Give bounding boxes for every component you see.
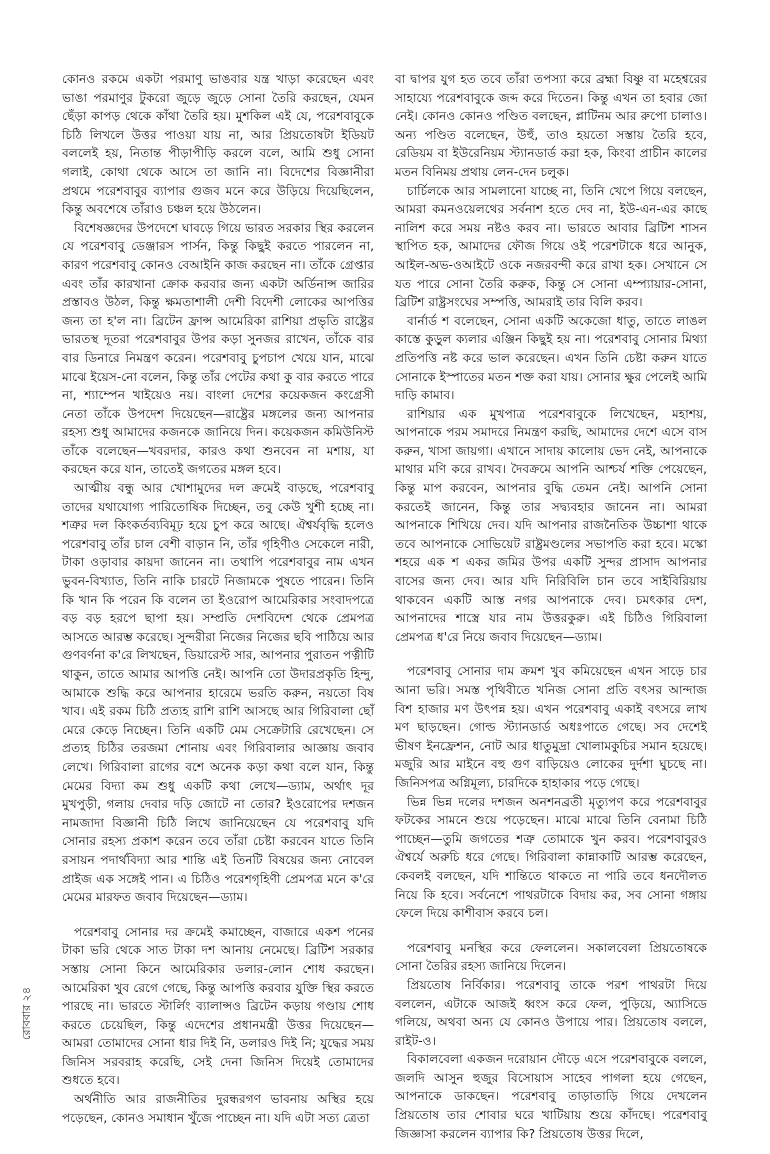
right-text-column [395, 70, 707, 1141]
paragraph: অর্থনীতি আর রাজনীতির দুরন্ধরগণ ভাবনায় অস্থির হয়ে পড়েছেন, কোনও সমাধান খুঁজে পাচ্ছেন না। যদি এটা সত্য ত্রেতা [62, 1092, 374, 1125]
paragraph: আত্মীয় বন্ধু আর খোশামুদের দল ক্রমেই বাড়ছে, পরেশবাবু তাদের যথাযোগ্য পারিতোষিক দিচ্ছেন, তবু কেউ খুশী হচ্ছে না। শত্রুর দল কিংকর্তব্যবিমূঢ় হয়ে চুপ করে আছে। ঐশ্বর্যবৃদ্ধি হলেও পরেশবাবু তাঁর চাল বেশী বাড়ান নি, তাঁর গৃহিণীও সেকেলে নারী, টাকা ওড়াবার কায়দা জানেন না। তথাপি পরেশবাবুর নাম এখন ভুবন-বিখ্যাত, তিনি নাকি চারটে নিজামকে পুষতে পারেন। তিনি কি খান কি পরেন কি বলেন তা ইওরোপ আমেরিকার সংবাদপত্রে বড় বড় হরপে ছাপা হয়। সম্প্রতি দেশবিদেশ থেকে প্রেমপত্র আসতে আরম্ভ করেছে। সুন্দরীরা নিজের নিজের ছবি পাঠিয়ে আর গুণবর্ণনা ক'রে লিখছেন, ডিয়ারেস্ট সার, আপনার পুরাতন পত্নীটি থাকুন, তাতে আমার আপত্তি নেই। আপনি তো উদারপ্রকৃতি হিন্দু, আমাকে শুদ্ধি করে আপনার হারেমে ভরতি করুন, নয়তো বিষ খাব। এই রকম চিঠি প্রত্যহ রাশি রাশি আসছে আর গিরিবালা ছোঁ মেরে কেড়ে নিচ্ছেন। তিনি একটি মেম সেক্রেটারি রেখেছেন। সে প্রত্যহ চিঠির তরজমা শোনায় এবং গিরিবালার আজ্ঞায় জবাব লেখে। গিরিবালা রাগের বশে অনেক কড়া কথা বলে যান, কিন্তু মেমের বিদ্যা কম শুধু একটি কথা লেখে—ড্যাম, অর্থাৎ দূর মুখপুড়ী, গলায় দেবার দড়ি জোটে না তোর? ইওরোপের দশজন নামজাদা বিজ্ঞানী চিঠি লিখে জানিয়েছেন যে পরেশবাবু যদি সোনার রহস্য প্রকাশ করেন তবে তাঁরা চেষ্টা করবেন যাতে তিনি রসায়ন পদার্থবিদ্যা আর শান্তি এই তিনটি বিষয়ের জন্য নোবেল প্রাইজ এক সঙ্গেই পান। এ চিঠিও পরেশগৃহিণী প্রেমপত্র মনে ক'রে মেমের মারফত জবাব দিয়েছেন—ড্যাম। [62, 481, 374, 905]
paragraph: কোনও রকমে একটা পরমাণু ভাঙবার যন্ত্র খাড়া করেছেন এবং ভাঙা পরমাণুর টুকরো জুড়ে জুড়ে সোনা তৈরি করছেন, যেমন ছেঁড়া কাপড় থেকে কাঁথা তৈরি হয়। মুশকিল এই যে, পরেশবাবুকে চিঠি লিখলে উত্তর পাওয়া যায় না, আর প্রিয়তোষটা ইডিয়ট বললেই হয়, নিতান্ত পীড়াপীড়ি করলে বলে, আমি শুধু সোনা গলাই, কোথা থেকে আসে তা জানি না। বিদেশের বিজ্ঞানীরা প্রথমে পরেশবাবুর ব্যাপার গুজব মনে করে উড়িয়ে দিয়েছিলেন, কিন্তু অবশেষে তাঁরাও চঞ্চল হয়ে উঠলেন। [62, 72, 374, 217]
paragraph: বা দ্বাপর যুগ হত তবে তাঁরা তপস্যা করে ব্রহ্মা বিষ্ণু বা মহেশ্বরের সাহায্যে পরেশবাবুকে জব্দ করে দিতেন। কিন্তু এখন তা হবার জো নেই। কোনও কোনও পণ্ডিত বলছেন, প্লাটিনম আর রুপো চালাও। অন্য পণ্ডিত বলেছেন, উহুঁ, তাও হয়তো সস্তায় তৈরি হবে, রেডিয়ম বা ইউরেনিয়ম স্ট্যানডার্ড করা হক, কিংবা প্রাচীন কালের মতন বিনিময় প্রথায় লেন-দেন চলুক। [395, 72, 707, 179]
paragraph: ভিন্ন ভিন্ন দলের দশজন অনশনব্রতী মৃত্যুপণ করে পরেশবাবুর ফটকের সামনে শুয়ে পড়েছেন। মাঝে মাঝে তিনি বেনামা চিঠি পাচ্ছেন—তুমি জগতের শত্রু তোমাকে খুন করব। পরেশবাবুরও ঐশ্বর্যে অরুচি ধরে গেছে। গিরিবালা কান্নাকাটি আরম্ভ করেছেন, কেবলই বলছেন, যদি শান্তিতে থাকতে না পারি তবে ধনদৌলত নিয়ে কি হবে। সর্বনেশে পাথরটাকে বিদায় কর, সব সোনা গঙ্গায় ফেলে দিয়ে কাশীবাস করবে চল। [395, 794, 707, 921]
paragraph: পরেশবাবু সোনার দাম ক্রমশ খুব কমিয়েছেন এখন সাড়ে চার আনা ভরি। সমস্ত পৃথিবীতে খনিজ সোনা প্রতি বৎসর আন্দাজ বিশ হাজার মণ উৎপন্ন হয়। এখন পরেশবাবু একাই বৎসরে লাখ মণ ছাড়ছেন। গোল্ড স্ট্যানডার্ড অধঃপাতে গেছে। সব দেশেই ভীষণ ইনফ্রেশন, নোট আর ধাতুমুদ্রা খোলামকুচির সমান হয়েছে। মজুরি আর মাইনে বহু গুণ বাড়িয়েও লোকের দুর্দশা ঘুচছে না। জিনিসপত্র অগ্নিমূল্য, চারদিকে হাহাকার পড়ে গেছে। [395, 664, 707, 790]
magazine-page-label: রোববার ২৪ [20, 987, 33, 1040]
paragraph: বিশেষজ্ঞদের উপদেশে ঘাবড়ে গিয়ে ভারত সরকার স্থির করলেন যে পরেশবাবু ডেঞ্জারস পার্সন, কিন্তু কিছুই করতে পারলেন না, কারণ পরেশবাবু কোনও বেআইনি কাজ করছেন না। তাঁকে গ্রেপ্তার এবং তাঁর কারখানা ক্রোক করবার জন্য একটা অর্ডিনান্স জারির প্রস্তাবও উঠল, কিন্তু ক্ষমতাশালী দেশী বিদেশী লোকের আপত্তির জন্য তা হ'ল না। ব্রিটেন ফ্রান্স আমেরিকা রাশিয়া প্রভৃতি রাষ্ট্রের ভারতস্থ দূতরা পরেশবাবুর উপর কড়া সুনজর রাখেন, তাঁকে বার বার ডিনারে নিমন্ত্রণ করেন। পরেশবাবু চুপচাপ খেয়ে যান, মাঝে মাঝে ইয়েস-নো বলেন, কিন্তু তাঁর পেটের কথা কু বার করতে পারে না, শ্যাম্পেন খাইয়েও নয়। বাংলা দেশের কয়েকজন কংগ্রেসী নেতা তাঁকে উপদেশ দিয়েছেন—রাষ্ট্রের মঙ্গলের জন্য আপনার রহস্য শুধু আমাদের কজনকে জানিয়ে দিন। কয়েকজন কমিউনিস্ট তাঁকে বলেছেন—খবরদার, কারও কথা শুনবেন না মশায়, যা করছেন করে যান, তাতেই জগতের মঙ্গল হবে। [62, 220, 374, 477]
paragraph: পরেশবাবু সোনার দর ক্রমেই কমাচ্ছেন, বাজারে একশ পনের টাকা ভরি থেকে সাত টাকা দশ আনায় নেমেছে। ব্রিটিশ সরকার সস্তায় সোনা কিনে আমেরিকার ডলার-লোন শোধ করছেন। আমেরিকা খুব রেগে গেছে, কিন্তু আপত্তি করবার যুক্তি স্থির করতে পারছে না। ভারতে স্টার্লিং ব্যালান্সও ব্রিটেন কড়ায় গণ্ডায় শোধ করতে চেয়েছিল, কিন্তু এদেশের প্রধানমন্ত্রী উত্তর দিয়েছেন—আমরা তোমাদের সোনা ধার দিই নি, ডলারও দিই নি; যুদ্ধের সময় জিনিস সরবরাহ করেছি, সেই দেনা জিনিস দিয়েই তোমাদের শুধতে হবে। [62, 924, 374, 1088]
paragraph: প্রিয়তোষ নির্বিকার। পরেশবাবু তাকে পরশ পাথরটা দিয়ে বললেন, এটাকে আজই ধ্বংস করে ফেল, পুড়িয়ে, অ্যাসিডে গলিয়ে, অথবা অন্য যে কোনও উপায়ে পার। প্রিয়তোষ বললে, রাইট-ও। [395, 977, 707, 1048]
left-text-column [62, 70, 374, 1125]
paragraph: রাশিয়ার এক মুখপাত্র পরেশবাবুকে লিখেছেন, মহাশয়, আপনাকে পরম সমাদরে নিমন্ত্রণ করছি, আমাদের দেশে এসে বাস করুন, খাসা জায়গা। এখানে সাদায় কালোয় ভেদ নেই, আপনাকে মাথার মণি করে রাখব। দৈবক্রমে আপনি আশ্চর্য শক্তি পেয়েছেন, কিন্তু মাপ করবেন, আপনার বুদ্ধি তেমন নেই। আপনি সোনা করতেই জানেন, কিন্তু তার সদ্ব্যবহার জানেন না। আমরা আপনাকে শিখিয়ে দেব। যদি আপনার রাজনৈতিক উচ্চাশা থাকে তবে আপনাকে সোভিয়েট রাষ্ট্রমণ্ডলের সভাপতি করা হবে। মস্কো শহরে এক শ একর জমির উপর একটি সুন্দর প্রাসাদ আপনার বাসের জন্য দেব। আর যদি নিরিবিলি চান তবে সাইবিরিয়ায় থাকবেন একটি আস্ত নগর আপনাকে দেব। চমৎকার দেশ, আপনাদের শাস্ত্রে যার নাম উত্তরকুরু। এই চিঠিও গিরিবালা প্রেমপত্র ধ'রে নিয়ে জবাব দিয়েছেন—ড্যাম। [395, 406, 707, 644]
paragraph: বিকালবেলা একজন দরোয়ান দৌড়ে এসে পরেশবাবুকে বললে, জলদি আসুন হুজুর বিসোয়াস সাহেব পাগলা হয়ে গেছেন, আপনাকে ডাকছেন। পরেশবাবু তাড়াতাড়ি গিয়ে দেখলেন প্রিয়তোষ তার শোবার ঘরে খাটিয়ায় শুয়ে কাঁদছে। পরেশবাবু জিজ্ঞাসা করলেন ব্যাপার কি? প্রিয়তোষ উত্তর দিলে, [395, 1052, 707, 1141]
paragraph: বার্নার্ড শ বলেছেন, সোনা একটি অকেজো ধাতু, তাতে লাঙল কাস্তে কুড়ুল ক্যলার এঞ্জিন কিছুই হয় না। পরেশবাবু সোনার মিথ্যা প্রতিপত্তি নষ্ট করে ভাল করেছেন। এখন তিনি চেষ্টা করুন যাতে সোনাকে ইস্পাতের মতন শক্ত করা যায়। সোনার ক্ষুর পেলেই আমি দাড়ি কামাব। [395, 313, 707, 403]
paragraph: চার্চিলকে আর সামলানো যাচ্ছে না, তিনি খেপে গিয়ে বলছেন, আমরা কমনওয়েলথের সর্বনাশ হতে দেব না, ইউ-এন-এর কাছে নালিশ করে সময় নষ্টও করব না। ভারতে আবার ব্রিটিশ শাসন স্থাপিত হক, আমাদের ফৌজ গিয়ে ওই পরেশটাকে ধরে আনুক, আইল-অভ-ওআইটে ওকে নজরবন্দী করে রাখা হক। সেখানে সে যত পারে সোনা তৈরি করুক, কিন্তু সে সোনা এম্প্যায়ার-সোনা, ব্রিটিশ রাষ্ট্রসংঘের সম্পত্তি, আমরাই তার বিলি করব। [395, 183, 707, 310]
paragraph: পরেশবাবু মনস্থির করে ফেললেন। সকালবেলা প্রিয়তোষকে সোনা তৈরির রহস্য জানিয়ে দিলেন। [395, 940, 707, 974]
